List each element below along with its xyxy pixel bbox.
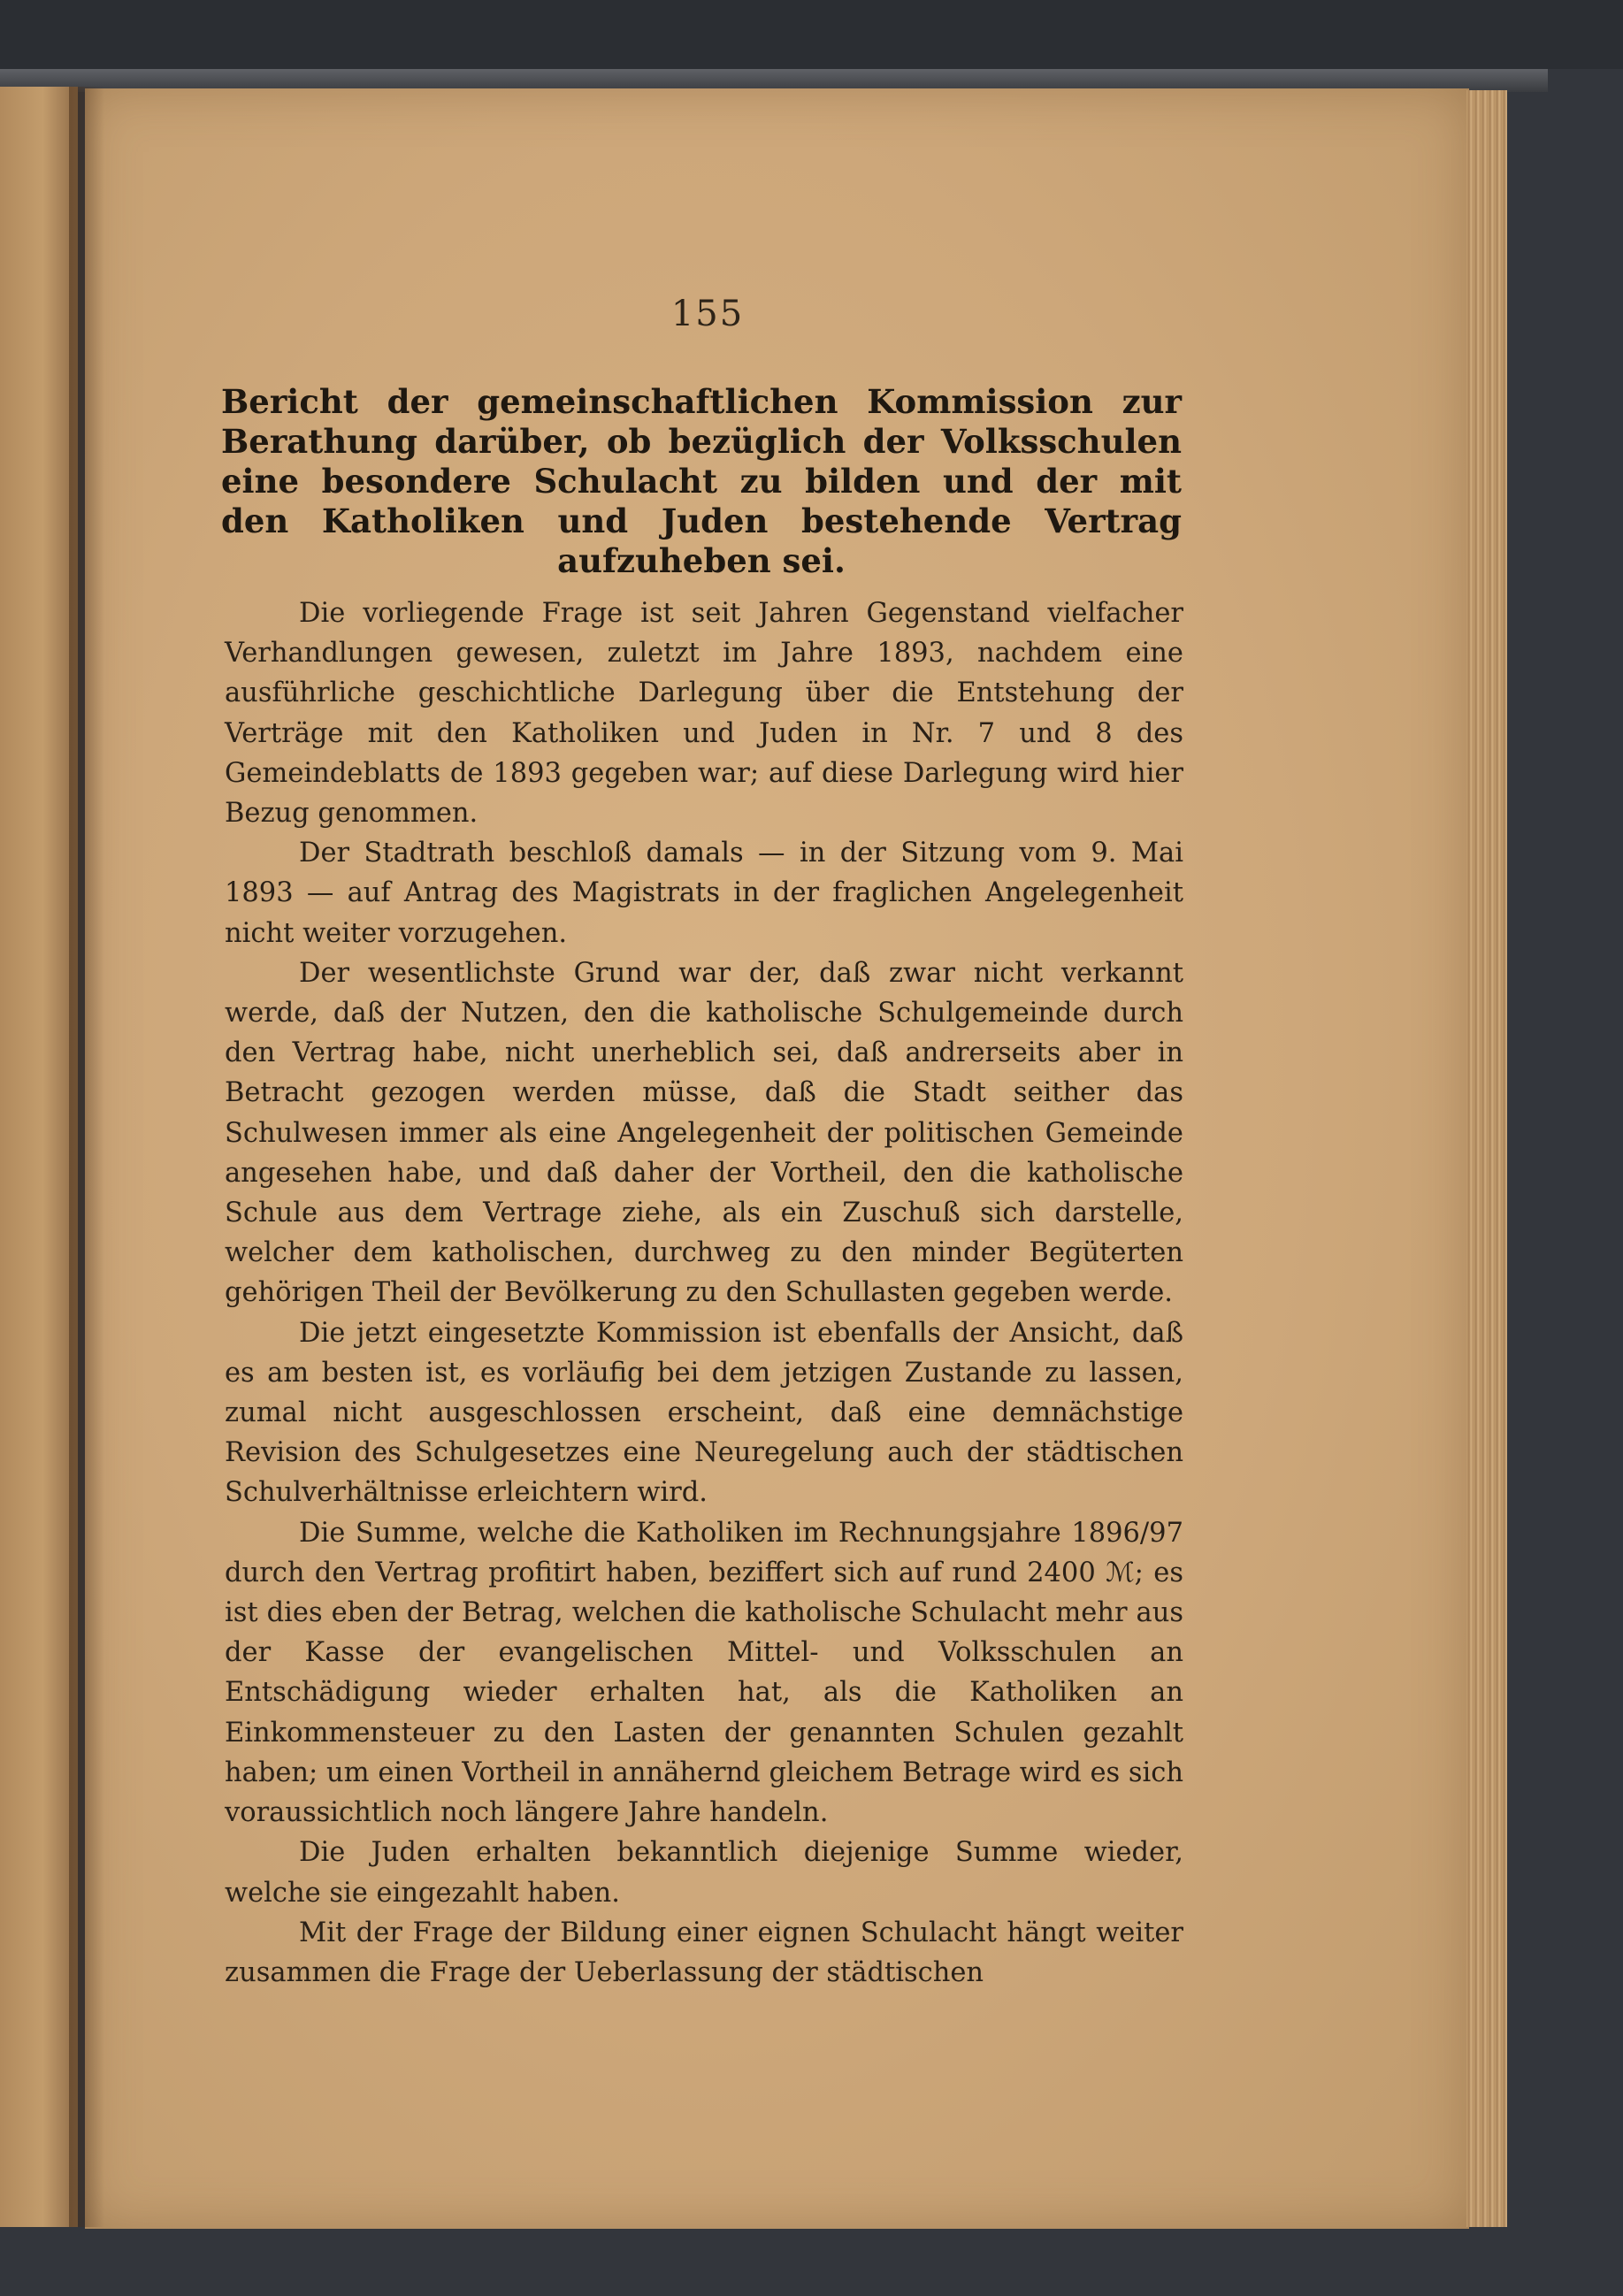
paragraph-1: Die vorliegende Frage ist seit Jahren Gegenstand vielfacher Verhandlungen gewesen, zuletzt im Jahre 1893, nachdem eine ausführliche geschichtliche Darlegung über die Entstehung der Verträge mit den Katholiken und Juden in Nr. 7 und 8 des Gemeindeblatts de 1893 gegeben war; auf diese Darlegung wird hier Bezug genommen. (225, 598, 1183, 830)
gutter-shadow (69, 87, 104, 2227)
page-stack-edges (1466, 90, 1507, 2227)
section-heading: Bericht der gemeinschaftlichen Kommission zur Berathung darüber, ob bezüglich der Volksschulen eine besondere Schulacht zu bilden und der mit den Katholiken und Juden bestehende Vertrag aufzuheben sei. (221, 382, 1182, 580)
facing-page-edge (0, 87, 78, 2227)
body-text (225, 593, 1183, 1993)
paragraph-7: Mit der Frage der Bildung einer eignen Schulacht hängt weiter zusammen die Frage der Ueberlassung der städtischen (225, 1917, 1183, 1988)
paragraph-6: Die Juden erhalten bekanntlich diejenige Summe wieder, welche sie eingezahlt haben. (225, 1837, 1183, 1909)
paragraph-2: Der Stadtrath beschloß damals — in der Sitzung vom 9. Mai 1893 — auf Antrag des Magistrats in der fraglichen Angelegenheit nicht weiter vorzugehen. (225, 838, 1183, 949)
page-number: 155 (670, 294, 745, 334)
paragraph-3: Der wesentlichste Grund war der, daß zwar nicht verkannt werde, daß der Nutzen, den die katholische Schulgemeinde durch den Vertrag habe, nicht unerheblich sei, daß andrerseits aber in Betracht gezogen werden müsse, daß die Stadt seither das Schulwesen immer als eine Angelegenheit der politischen Gemeinde angesehen habe, und daß daher der Vortheil, den die katholische Schule aus dem Vertrage ziehe, als ein Zuschuß sich darstelle, welcher dem katholischen, durchweg zu den minder Begüterten gehörigen Theil der Bevölkerung zu den Schullasten gegeben werde. (225, 957, 1183, 1309)
paragraph-5: Die Summe, welche die Katholiken im Rechnungsjahre 1896/97 durch den Vertrag profitirt haben, beziffert sich auf rund 2400 ℳ; es ist dies eben der Betrag, welchen die katholische Schulacht mehr aus der Kasse der evangelischen Mittel- und Volksschulen an Entschädigung wieder erhalten hat, als die Katholiken an Einkommensteuer zu den Lasten der genannten Schulen gezahlt haben; um einen Vortheil in annähernd gleichem Betrage wird es sich voraussichtlich noch längere Jahre handeln. (225, 1517, 1183, 1829)
paragraph-4: Die jetzt eingesetzte Kommission ist ebenfalls der Ansicht, daß es am besten ist, es vorläufig bei dem jetzigen Zustande zu lassen, zumal nicht ausgeschlossen erscheint, daß eine demnächstige Revision des Schulgesetzes eine Neuregelung auch der städtischen Schulverhältnisse erleichtern wird. (225, 1317, 1183, 1509)
